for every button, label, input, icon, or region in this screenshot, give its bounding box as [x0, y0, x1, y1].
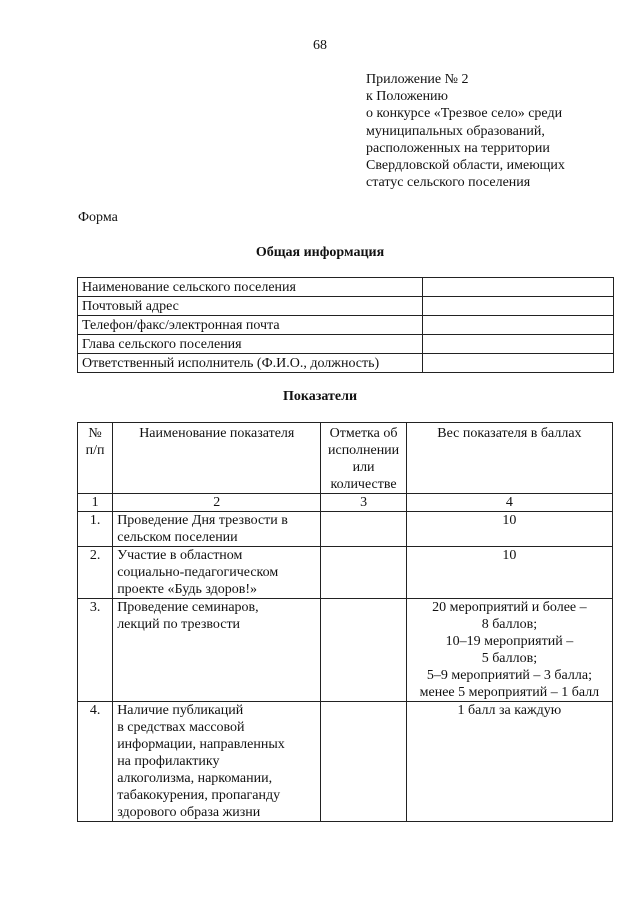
general-info-table: [77, 277, 614, 373]
header-num: [78, 423, 113, 494]
indicator-name-line: лекций по трезвости: [117, 617, 241, 632]
table-row: [78, 512, 613, 547]
general-value: [423, 316, 614, 335]
general-label: Наименование сельского поселения: [78, 278, 423, 297]
indicator-weight-line: 10: [502, 548, 517, 563]
indicator-name: [113, 512, 321, 547]
appendix-line: статус сельского поселения: [366, 175, 531, 191]
column-index-row: [78, 494, 613, 512]
indicator-weight: [406, 547, 612, 599]
general-value: [423, 297, 614, 316]
indicator-mark: [321, 599, 406, 702]
column-index: 4: [406, 494, 612, 512]
table-row: [78, 547, 613, 599]
appendix-heading: [366, 71, 626, 191]
header-num-line: №: [88, 426, 102, 441]
indicator-name-line: здорового образа жизни: [117, 805, 261, 820]
indicator-name-line: Наличие публикаций: [117, 703, 244, 718]
table-header-row: [78, 423, 613, 494]
header-mark: [321, 423, 406, 494]
table-row: [78, 297, 614, 316]
header-num-line: п/п: [85, 443, 105, 458]
column-index: 3: [321, 494, 406, 512]
general-label: Ответственный исполнитель (Ф.И.О., должность): [78, 354, 423, 373]
row-number: 2.: [78, 547, 113, 599]
indicator-mark: [321, 702, 406, 822]
form-label: Форма: [78, 210, 118, 225]
indicator-name: [113, 702, 321, 822]
indicator-name-line: информации, направленных: [117, 737, 285, 752]
indicator-name-line: табакокурения, пропаганду: [117, 788, 281, 803]
general-label: Телефон/факс/электронная почта: [78, 316, 423, 335]
table-row: [78, 599, 613, 702]
indicator-weight-line: 5 баллов;: [481, 651, 538, 666]
indicator-weight-line: 10–19 мероприятий –: [445, 634, 574, 649]
header-mark-line: количестве: [330, 477, 397, 492]
table-row: [78, 702, 613, 822]
general-label: Глава сельского поселения: [78, 335, 423, 354]
indicator-name: [113, 547, 321, 599]
general-info-title: Общая информация: [255, 245, 385, 260]
indicator-mark: [321, 512, 406, 547]
table-row: [78, 316, 614, 335]
header-weight: Вес показателя в баллах: [406, 423, 612, 494]
appendix-line: к Положению: [366, 89, 449, 105]
indicator-weight: [406, 599, 612, 702]
indicator-name-line: социально-педагогическом: [117, 565, 279, 580]
indicator-weight-line: 1 балл за каждую: [457, 703, 562, 718]
row-number: 3.: [78, 599, 113, 702]
table-row: [78, 354, 614, 373]
header-mark-line: исполнении: [327, 443, 400, 458]
indicator-name-line: в средствах массовой: [117, 720, 245, 735]
indicator-name-line: Проведение Дня трезвости в: [117, 513, 288, 528]
table-row: [78, 278, 614, 297]
indicator-weight-line: 5–9 мероприятий – 3 балла;: [426, 668, 592, 683]
indicator-name-line: проекте «Будь здоров!»: [117, 582, 258, 597]
indicator-mark: [321, 547, 406, 599]
indicator-weight: [406, 512, 612, 547]
indicator-weight: [406, 702, 612, 822]
appendix-line: о конкурсе «Трезвое село» среди: [366, 106, 563, 122]
general-value: [423, 335, 614, 354]
indicator-name-line: Участие в областном: [117, 548, 243, 563]
row-number: 1.: [78, 512, 113, 547]
appendix-line: расположенных на территории: [366, 140, 550, 156]
indicator-weight-line: менее 5 мероприятий – 1 балл: [419, 685, 600, 700]
indicators-title: Показатели: [282, 389, 358, 404]
indicator-weight-line: 8 баллов;: [481, 617, 538, 632]
header-mark-line: или: [352, 460, 375, 475]
appendix-line: Свердловской области, имеющих: [366, 158, 565, 174]
row-number: 4.: [78, 702, 113, 822]
indicator-weight-line: 20 мероприятий и более –: [432, 600, 587, 615]
header-mark-line: Отметка об: [329, 426, 398, 441]
page-number: 68: [313, 38, 327, 53]
table-row: [78, 335, 614, 354]
indicator-name-line: алкоголизма, наркомании,: [117, 771, 273, 786]
general-label: Почтовый адрес: [78, 297, 423, 316]
indicator-name-line: Проведение семинаров,: [117, 600, 259, 615]
appendix-line: муниципальных образований,: [366, 123, 545, 139]
general-value: [423, 278, 614, 297]
column-index: 2: [113, 494, 321, 512]
appendix-line: Приложение № 2: [366, 72, 469, 87]
header-name: Наименование показателя: [113, 423, 321, 494]
indicator-name-line: на профилактику: [117, 754, 220, 769]
general-value: [423, 354, 614, 373]
column-index: 1: [78, 494, 113, 512]
indicator-name: [113, 599, 321, 702]
indicators-table: [77, 422, 613, 822]
indicator-weight-line: 10: [502, 513, 517, 528]
indicator-name-line: сельском поселении: [117, 530, 238, 545]
